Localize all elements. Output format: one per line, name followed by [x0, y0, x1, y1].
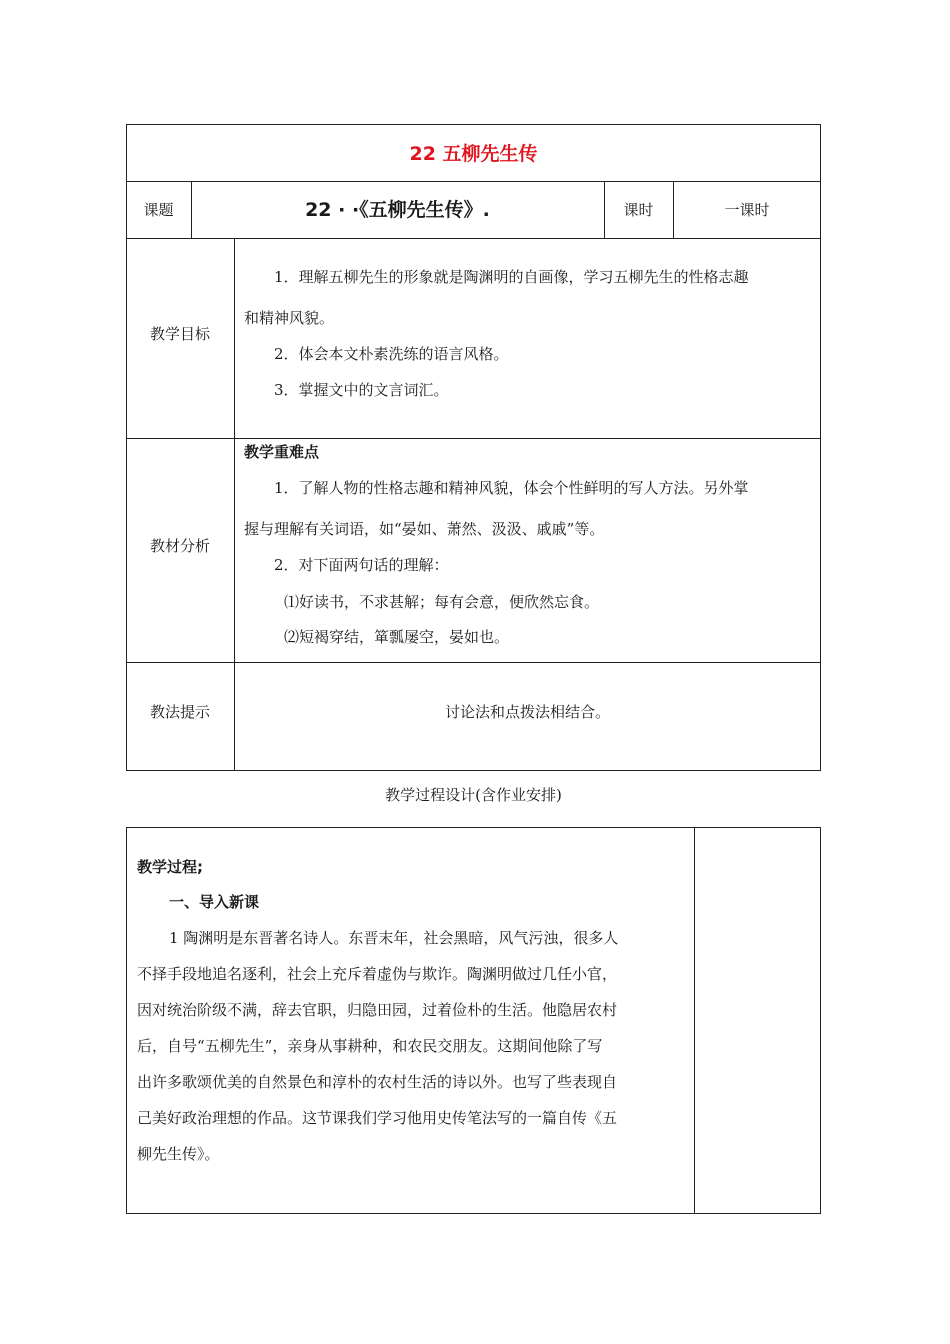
goals-label: 教学目标 — [149, 325, 210, 343]
paragraph-line: 因对统治阶级不满，辞去官职，归隐田园，过着俭朴的生活。他隐居农村 — [137, 1001, 618, 1019]
table-divider — [126, 438, 821, 439]
analysis-line: 1．了解人物的性格志趣和精神风貌，体会个性鲜明的写人方法。另外掌 — [274, 479, 749, 497]
process-heading: 教学过程; — [137, 858, 203, 876]
page-title: 22 五柳先生传 — [409, 143, 538, 165]
table-divider — [126, 181, 821, 182]
paragraph-line: 己美好政治理想的作品。这节课我们学习他用史传笔法写的一篇自传《五 — [137, 1109, 618, 1127]
hours-value: 一课时 — [724, 201, 770, 219]
table-divider — [126, 238, 821, 239]
paragraph-line: 出许多歌颂优美的自然景色和淳朴的农村生活的诗以外。也写了些表现自 — [137, 1073, 618, 1091]
paragraph-line: 后，自号“五柳先生”，亲身从事耕种，和农民交朋友。这期间他除了写 — [137, 1037, 603, 1055]
analysis-line: ⑵短褐穿结，箪瓢屡空，晏如也。 — [284, 628, 510, 646]
method-label: 教法提示 — [149, 703, 210, 721]
method-value: 讨论法和点拨法相结合。 — [444, 703, 610, 721]
subject-value: 22 · ·《五柳先生传》. — [305, 199, 490, 221]
hours-label: 课时 — [623, 201, 654, 219]
analysis-heading: 教学重难点 — [244, 443, 320, 461]
table-divider — [126, 662, 821, 663]
table-divider — [234, 238, 235, 771]
paragraph-line: 柳先生传》。 — [137, 1145, 220, 1163]
intro-paragraph — [137, 920, 618, 1172]
analysis-label: 教材分析 — [149, 537, 210, 555]
analysis-line: ⑴好读书，不求甚解；每有会意，便欣然忘食。 — [284, 593, 600, 611]
subject-label: 课题 — [143, 201, 174, 219]
goals-line: 2．体会本文朴素洗练的语言风格。 — [274, 345, 509, 363]
table-divider — [694, 827, 695, 1214]
analysis-line: 2．对下面两句话的理解： — [274, 556, 449, 574]
process-subheading: 一、导入新课 — [169, 893, 260, 911]
goals-line: 3．掌握文中的文言词汇。 — [274, 381, 449, 399]
section-caption: 教学过程设计(含作业安排) — [385, 786, 562, 804]
analysis-line: 握与理解有关词语，如“晏如、萧然、汲汲、戚戚”等。 — [244, 520, 605, 538]
paragraph-line: 1 陶渊明是东晋著名诗人。东晋末年，社会黑暗，风气污浊，很多人 — [169, 929, 619, 947]
goals-line: 和精神风貌。 — [244, 309, 335, 327]
goals-line: 1．理解五柳先生的形象就是陶渊明的自画像，学习五柳先生的性格志趣 — [274, 268, 749, 286]
paragraph-line: 不择手段地追名逐利，社会上充斥着虚伪与欺诈。陶渊明做过几任小官， — [137, 965, 618, 983]
